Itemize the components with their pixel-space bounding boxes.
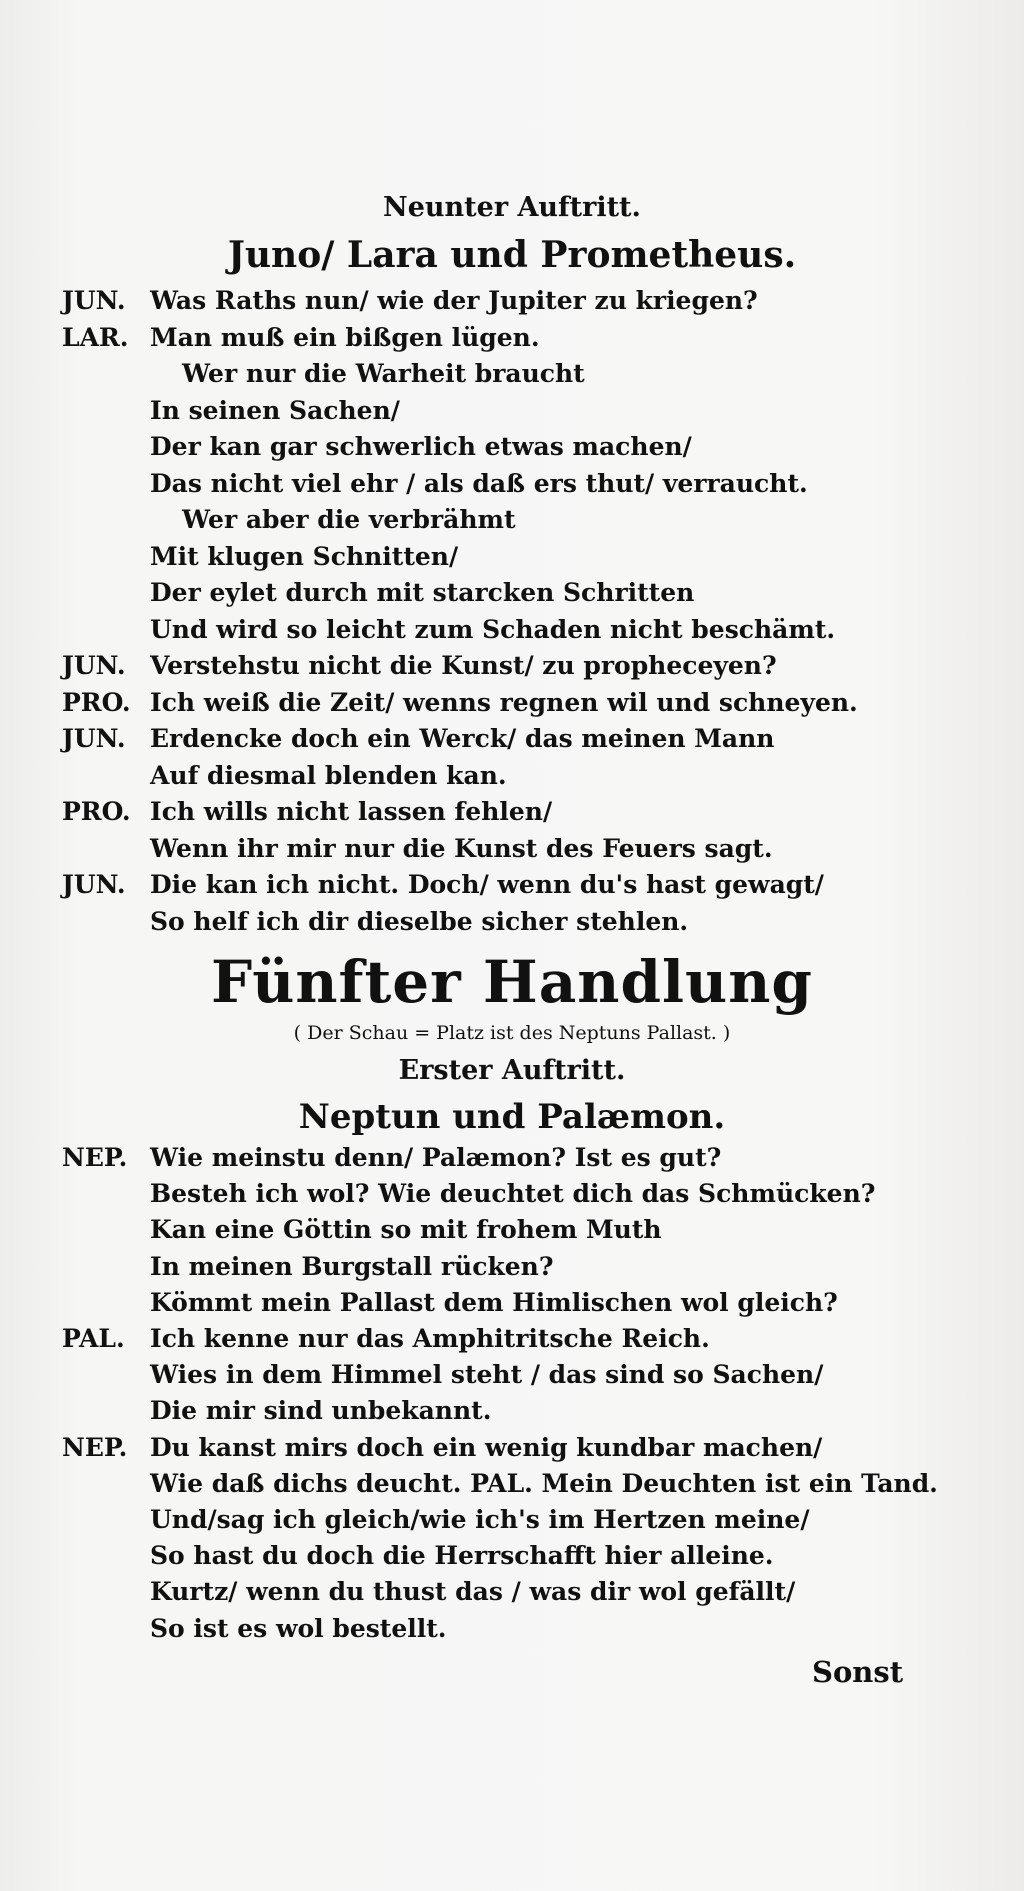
verse-line: Wenn ihr mir nur die Kunst des Feuers sagt. — [150, 833, 773, 863]
speaker-label: NEP. — [62, 1432, 128, 1462]
verse-line: Wer nur die Warheit braucht — [182, 359, 585, 388]
verse-line: Erdencke doch ein Werck/ das meinen Mann — [150, 724, 775, 753]
speaker-label: NEP. — [62, 1143, 128, 1172]
speaker-label: JUN. — [62, 651, 126, 680]
verse-line: Besteh ich wol? Wie deuchtet dich das Schmücken? — [150, 1179, 876, 1209]
act-title: Fünfter Handlung — [211, 948, 813, 1016]
verse-line: In meinen Burgstall rücken? — [150, 1251, 554, 1281]
speaker-label: PRO. — [62, 687, 131, 717]
verse-line: So ist es wol bestellt. — [150, 1613, 447, 1643]
verse-line: Man muß ein bißgen lügen. — [150, 322, 540, 352]
speaker-label: JUN. — [62, 870, 126, 899]
scene-title-2: Erster Auftritt. — [398, 1055, 626, 1086]
verse-line: Kurtz/ wenn du thust das / was dir wol gefällt/ — [150, 1577, 796, 1607]
verse-line: Wie meinstu denn/ Palæmon? Ist es gut? — [150, 1143, 722, 1172]
verse-line: Verstehstu nicht die Kunst/ zu propheceyen? — [150, 651, 777, 680]
speaker-label: JUN. — [62, 286, 126, 315]
verse-line: Du kanst mirs doch ein wenig kundbar machen/ — [150, 1432, 823, 1462]
verse-line: In seinen Sachen/ — [150, 395, 400, 425]
scene-title: Neunter Auftritt. — [383, 192, 641, 223]
stage-direction: ( Der Schau = Platz ist des Neptuns Pallast. ) — [293, 1022, 731, 1044]
verse-line: Wer aber die verbrähmt — [182, 505, 516, 534]
verse-line: Und/sag ich gleich/wie ich's im Hertzen meine/ — [150, 1505, 810, 1534]
speaker-label: PAL. — [62, 1324, 125, 1353]
verse-line: Der eylet durch mit starcken Schritten — [150, 578, 695, 607]
verse-line: Die kan ich nicht. Doch/ wenn du's hast gewagt/ — [150, 870, 824, 899]
scene-cast-2: Neptun und Palæmon. — [298, 1097, 726, 1137]
verse-line: So helf ich dir dieselbe sicher stehlen. — [150, 906, 689, 936]
verse-line: Auf diesmal blenden kan. — [150, 760, 507, 790]
catchword: Sonst — [812, 1655, 904, 1689]
verse-line: Das nicht viel ehr / als daß ers thut/ verraucht. — [150, 468, 808, 498]
verse-line: So hast du doch die Herrschafft hier alleine. — [150, 1541, 774, 1571]
speaker-label: LAR. — [62, 322, 129, 352]
scene-cast: Juno/ Lara und Prometheus. — [227, 234, 797, 276]
verse-line: Ich wills nicht lassen fehlen/ — [150, 797, 553, 826]
verse-line: Ich weiß die Zeit/ wenns regnen wil und schneyen. — [150, 687, 858, 717]
verse-line: Wie daß dichs deucht. PAL. Mein Deuchten ist ein Tand. — [150, 1468, 938, 1498]
speaker-label: JUN. — [62, 724, 126, 753]
verse-line: Die mir sind unbekannt. — [150, 1396, 492, 1426]
verse-line: Kan eine Göttin so mit frohem Muth — [150, 1215, 662, 1245]
verse-line: Der kan gar schwerlich etwas machen/ — [150, 432, 692, 461]
speaker-label: PRO. — [62, 797, 131, 826]
verse-line: Was Raths nun/ wie der Jupiter zu kriegen? — [150, 286, 758, 315]
verse-line: Mit klugen Schnitten/ — [150, 541, 459, 571]
verse-line: Ich kenne nur das Amphitritsche Reich. — [150, 1324, 710, 1353]
verse-line: Und wird so leicht zum Schaden nicht beschämt. — [150, 614, 836, 644]
verse-line: Kömmt mein Pallast dem Himlischen wol gleich? — [150, 1287, 838, 1317]
verse-line: Wies in dem Himmel steht / das sind so Sachen/ — [150, 1360, 824, 1390]
